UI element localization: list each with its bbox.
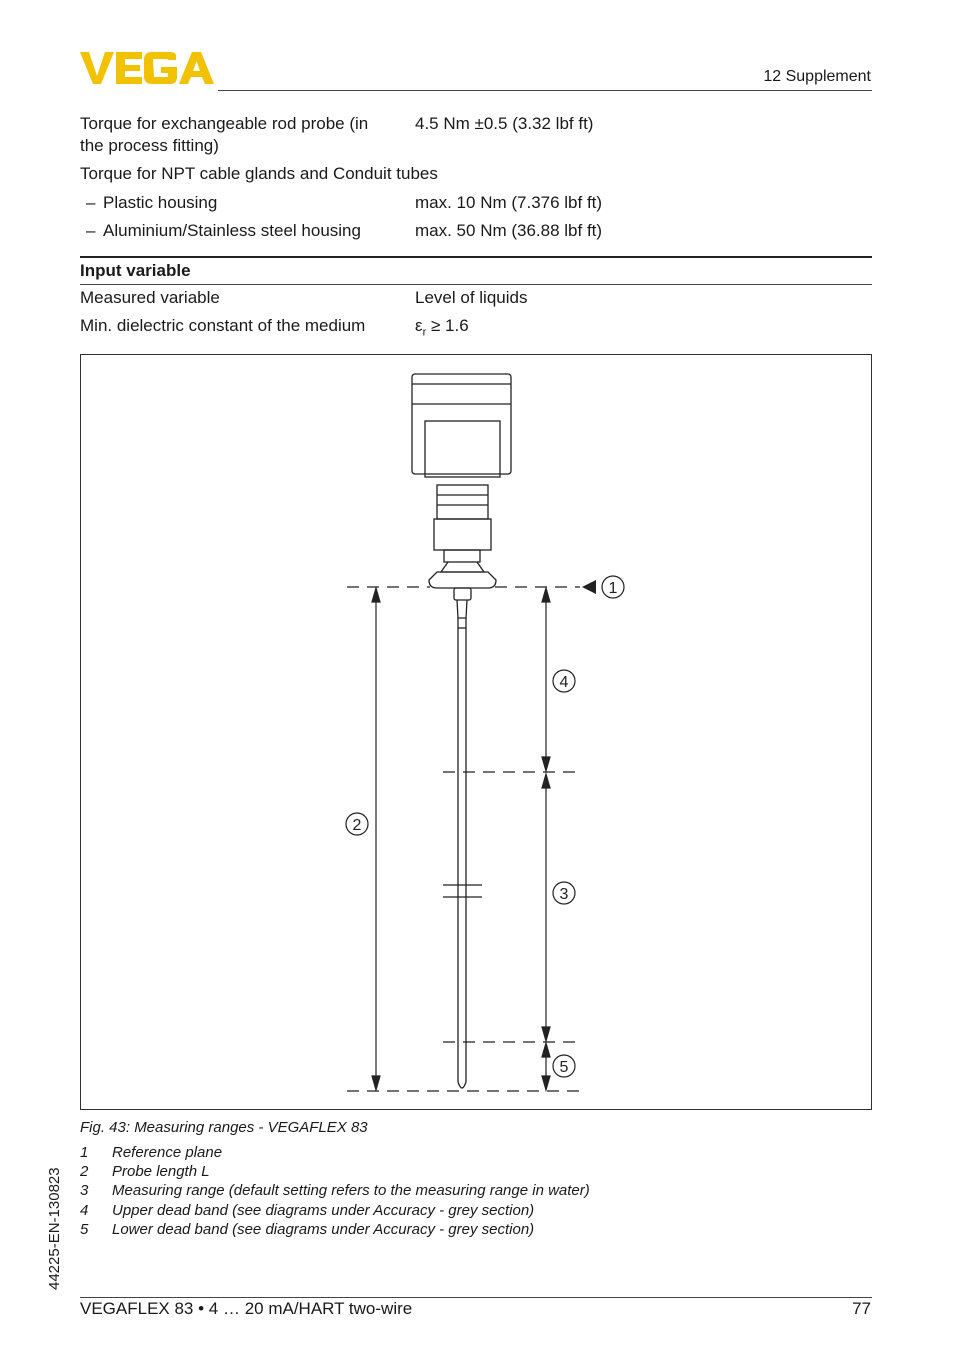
alu-housing-value: max. 50 Nm (36.88 lbf ft): [415, 221, 603, 240]
legend-text: Upper dead band (see diagrams under Accuracy - grey section): [112, 1202, 535, 1219]
flange: [429, 572, 496, 588]
section-label: 12 Supplement: [763, 68, 871, 85]
process-fitting: [437, 485, 488, 519]
bullet-dash: –: [86, 221, 96, 240]
torque-rod-label-line2: the process fitting): [80, 136, 219, 155]
epsilon-symbol: ε: [415, 316, 423, 335]
marker-1: 1: [608, 580, 618, 597]
epsilon-subscript: r: [422, 326, 427, 339]
plastic-housing-label: Plastic housing: [103, 193, 218, 212]
alu-housing-label: Aluminium/Stainless steel housing: [103, 221, 361, 240]
housing-body: [412, 374, 511, 474]
document-id: 44225-EN-130823: [46, 1167, 63, 1290]
legend-text: Reference plane: [112, 1144, 223, 1161]
footer-rule: [80, 1297, 872, 1298]
legend-num: 5: [80, 1221, 89, 1238]
plastic-housing-value: max. 10 Nm (7.376 lbf ft): [415, 193, 603, 212]
legend-num: 2: [80, 1163, 89, 1180]
reference-arrow-icon: [582, 580, 596, 594]
housing-window: [425, 421, 500, 477]
dielectric-label: Min. dielectric constant of the medium: [80, 316, 366, 335]
input-variable-heading: Input variable: [80, 261, 191, 280]
marker-3: 3: [559, 886, 569, 903]
legend-num: 4: [80, 1202, 89, 1219]
torque-npt-label: Torque for NPT cable glands and Conduit tubes: [80, 164, 438, 183]
bullet-dash: –: [86, 193, 96, 212]
marker-4: 4: [559, 674, 569, 691]
figure-caption: Fig. 43: Measuring ranges - VEGAFLEX 83: [80, 1119, 368, 1136]
flange-top: [441, 562, 484, 572]
measured-variable-label: Measured variable: [80, 288, 220, 307]
marker-5: 5: [559, 1059, 569, 1076]
legend-num: 3: [80, 1182, 89, 1199]
torque-rod-label-line1: Torque for exchangeable rod probe (in: [80, 114, 369, 133]
page-number: 77: [852, 1299, 871, 1318]
measured-variable-value: Level of liquids: [415, 288, 528, 307]
hex-nut: [434, 519, 491, 550]
legend-text: Probe length L: [112, 1163, 210, 1180]
footer-product: VEGAFLEX 83 • 4 … 20 mA/HART two-wire: [80, 1299, 413, 1318]
legend-text: Lower dead band (see diagrams under Accuracy - grey section): [112, 1221, 535, 1238]
legend-text: Measuring range (default setting refers to the measuring range in water): [112, 1182, 590, 1199]
dielectric-number: ≥ 1.6: [426, 316, 469, 335]
legend-num: 1: [80, 1144, 89, 1161]
marker-2: 2: [352, 817, 362, 834]
torque-rod-value: 4.5 Nm ±0.5 (3.32 lbf ft): [415, 114, 594, 133]
